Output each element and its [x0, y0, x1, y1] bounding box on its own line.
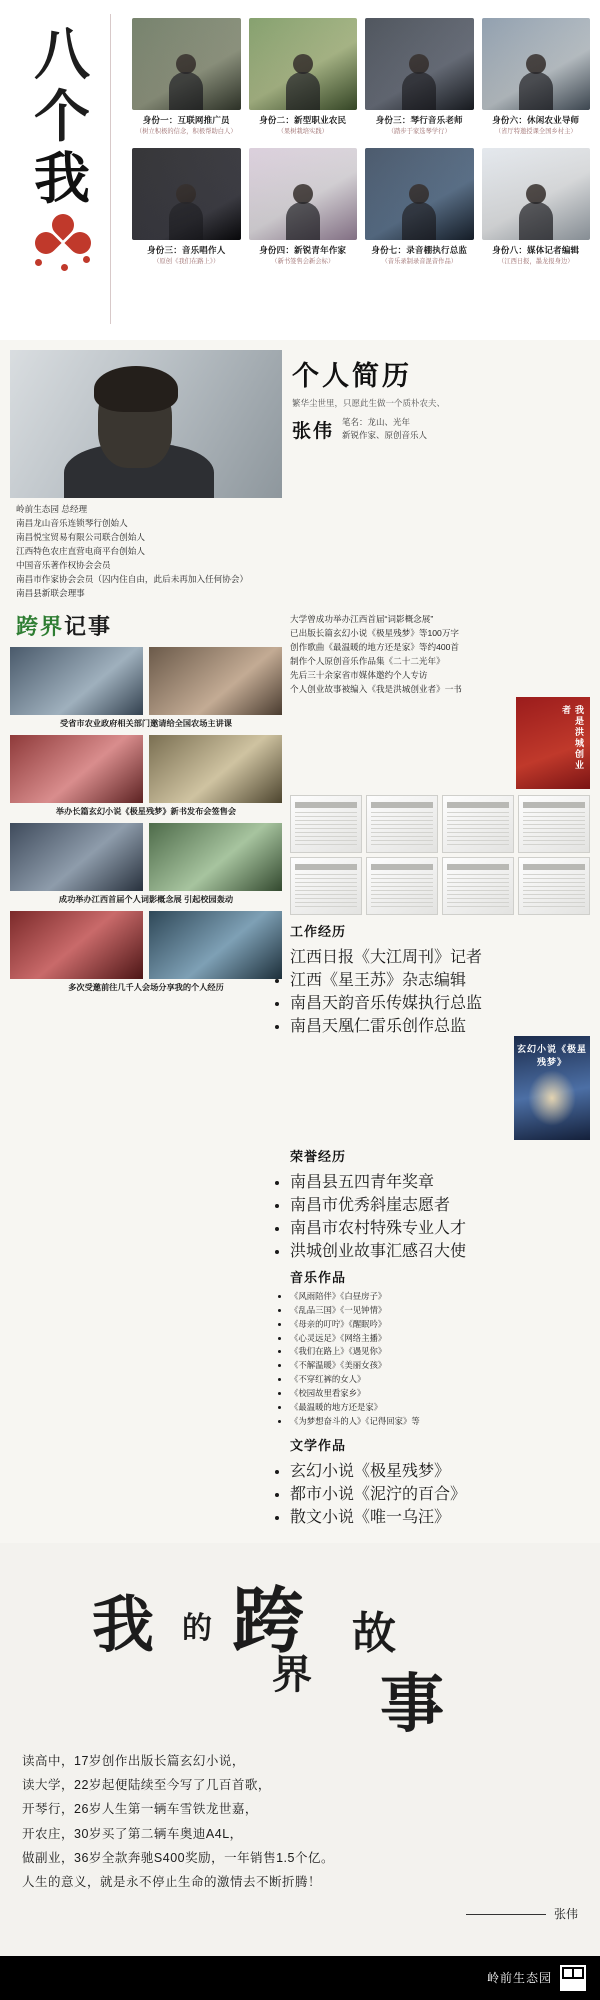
literature-list: [290, 1458, 590, 1527]
list-item: 南昌县新联会理事: [16, 587, 85, 598]
resume-credentials-list: [10, 503, 590, 600]
list-item: • 《最温暖的地方还是家》: [290, 1401, 590, 1415]
identity-sublabel: （省厅特邀授课全国乡村主）: [494, 128, 577, 135]
crossover-title: [16, 610, 282, 641]
pen-role-line: 新锐作家、原创音乐人: [342, 430, 428, 441]
list-item: • 南昌市优秀斜崖志愿者: [290, 1192, 590, 1215]
identity-sublabel: （果树栽培实践）: [277, 128, 328, 135]
story-signature: [22, 1905, 578, 1922]
list-item: • 《我们在路上》《遇见你》: [290, 1345, 590, 1359]
list-item: • 洪城创业故事汇感召大使: [290, 1238, 590, 1261]
story-title-char-de: 的: [182, 1610, 212, 1646]
story-line: 读大学，22岁起便陆续至今写了几百首歌，: [22, 1777, 271, 1792]
press-clipping: [518, 857, 590, 915]
footer-bar: [0, 1956, 600, 2000]
identity-label: 身份一：互联网推广员: [142, 115, 230, 125]
press-clipping: [366, 795, 438, 853]
list-item: 个人创业故事被编入《我是洪城创业者》一书: [290, 684, 462, 695]
page-title: [20, 24, 106, 276]
identities-section: [0, 0, 600, 340]
identity-sublabel: （踏步于家选琴学行）: [387, 128, 451, 135]
list-item: • 《乱品三国》《一见钟情》: [290, 1304, 590, 1318]
press-clippings-grid: [290, 795, 590, 915]
honor-heading: 荣誉经历: [290, 1149, 347, 1165]
list-item: • 散文小说《唯一乌汪》: [290, 1504, 590, 1527]
music-list: [290, 1290, 590, 1429]
title-char-3: 我: [34, 146, 92, 212]
identity-photo: [132, 18, 241, 110]
event-photo: [149, 823, 282, 891]
identity-sublabel: （新书签售会新会标）: [271, 258, 335, 266]
identity-card: [482, 18, 591, 136]
list-item: 中国音乐著作权协会会员: [16, 559, 111, 570]
crossover-title-dark: 记事: [64, 614, 113, 641]
list-item: • 《不穿红裤的女人》: [290, 1373, 590, 1387]
identity-card: [365, 18, 474, 136]
identity-card: [249, 18, 358, 136]
list-item: • 南昌天凰仁雷乐创作总监: [290, 1013, 590, 1036]
identity-photo: [365, 148, 474, 240]
identity-label: 身份四：新锐青年作家: [259, 245, 347, 256]
list-item: • 《母亲的叮咛》《醒眠吟》: [290, 1318, 590, 1332]
identity-card: [365, 148, 474, 266]
person-name: 张伟: [292, 419, 335, 442]
story-title-char-wo: 我: [92, 1587, 155, 1661]
honor-list: [290, 1169, 590, 1261]
list-item: • 南昌市农村特殊专业人才: [290, 1215, 590, 1238]
identity-card: [132, 148, 241, 266]
identity-sublabel: （江西日报，墨龙报身边）: [497, 258, 574, 266]
press-clipping: [366, 857, 438, 915]
identity-photo: [482, 18, 591, 110]
press-clipping: [290, 857, 362, 915]
book-title: 玄幻小说《极星残梦》: [516, 1043, 587, 1067]
list-item: • 《校园故里看家乡》: [290, 1387, 590, 1401]
pen-name-line: 笔名：龙山、光年: [342, 416, 411, 427]
signature-name: 张伟: [553, 1906, 578, 1921]
identity-sublabel: （音乐录制录音混音作品）: [381, 258, 458, 266]
identity-sublabel: （原创《我们在路上》）: [153, 258, 220, 266]
story-title-char-jie: 界: [272, 1650, 312, 1698]
identity-photo: [482, 148, 591, 240]
event-photo: [149, 647, 282, 715]
press-clipping: [290, 795, 362, 853]
identity-card: [482, 148, 591, 266]
photo-caption: 成功举办江西首届个人词影概念展 引起校园轰动: [58, 895, 234, 905]
event-photo: [149, 735, 282, 803]
list-item: • 《心灵远足》《网络主播》: [290, 1332, 590, 1346]
list-item: • 《不解温暖》《美丽女孩》: [290, 1359, 590, 1373]
identity-photo: [132, 148, 241, 240]
book-cover-novel: [514, 1036, 590, 1140]
list-item: 江西特色农庄直营电商平台创始人: [16, 545, 145, 556]
list-item: 制作个人原创音乐作品集《二十二光年》: [290, 656, 445, 667]
identity-label: 身份三：音乐唱作人: [147, 245, 226, 256]
identity-label: 身份三：琴行音乐老师: [375, 115, 463, 125]
story-title-char-shi: 事: [380, 1666, 444, 1742]
story-line: 开农庄，30岁买了第二辆车奥迪A4L，: [22, 1826, 243, 1841]
list-item: • 江西日报《大江周刊》记者: [290, 944, 590, 967]
story-line: 人生的意义，就是永不停止生命的激情去不断折腾！: [22, 1875, 322, 1890]
identity-photo: [365, 18, 474, 110]
story-title-char-gu: 故: [352, 1607, 396, 1659]
photo-caption: 多次受邀前往几千人会场分享我的个人经历: [68, 983, 224, 993]
story-body: [22, 1749, 578, 1895]
literature-heading: 文学作品: [290, 1438, 347, 1454]
story-title: [22, 1557, 578, 1747]
portrait-photo: [10, 350, 282, 498]
photo-caption: 举办长篇玄幻小说《极星残梦》新书发布会签售会: [55, 807, 237, 817]
identity-label: 身份七：录音棚执行总监: [371, 245, 468, 256]
list-item: • 玄幻小说《极星残梦》: [290, 1458, 590, 1481]
list-item: • 《风雨陪伴》《白昼房子》: [290, 1290, 590, 1304]
plum-blossom-icon: [31, 214, 95, 276]
list-item: 先后三十余家省市媒体邀约个人专访: [290, 670, 428, 681]
music-heading: 音乐作品: [290, 1270, 347, 1286]
list-item: 创作歌曲《最温暖的地方还是家》等约400首: [290, 642, 460, 653]
list-item: 南昌龙山音乐连锁琴行创始人: [16, 517, 128, 528]
crossover-title-green: 跨界: [16, 614, 65, 641]
list-item: • 江西《星王苏》杂志编辑: [290, 967, 590, 990]
event-photo: [10, 647, 143, 715]
press-clipping: [518, 795, 590, 853]
resume-section: [0, 340, 600, 1543]
press-clipping: [442, 795, 514, 853]
event-photo: [10, 823, 143, 891]
list-item: • 南昌天韵音乐传媒执行总监: [290, 990, 590, 1013]
press-clipping: [442, 857, 514, 915]
resume-title: 个人简历: [292, 361, 412, 392]
book-cover-red: 我是洪城创业者: [516, 697, 590, 789]
identity-label: 身份二：新型职业农民: [259, 115, 347, 125]
event-photo: [10, 735, 143, 803]
story-section: [0, 1543, 600, 1956]
story-line: 读高中，17岁创作出版长篇玄幻小说，: [22, 1753, 245, 1768]
identity-grid: [132, 18, 590, 266]
identity-sublabel: （树立积极的信念，积极帮助白人）: [135, 128, 237, 135]
title-char-2: 个: [34, 84, 92, 150]
list-item: • 都市小说《泥泞的百合》: [290, 1481, 590, 1504]
identity-label: 身份六：休闲农业导师: [492, 115, 580, 125]
identity-photo: [249, 18, 358, 110]
qr-code-icon[interactable]: [560, 1965, 586, 1991]
story-line: 做副业，36岁全款奔驰S400奖励，一年销售1.5个亿。: [22, 1851, 334, 1866]
identity-card: [132, 18, 241, 136]
list-item: • 南昌县五四青年奖章: [290, 1169, 590, 1192]
work-heading: 工作经历: [290, 924, 347, 940]
work-list: [290, 944, 590, 1036]
identity-label: 身份八：媒体记者编辑: [492, 245, 580, 256]
event-photo: [10, 911, 143, 979]
title-char-1: 八: [34, 22, 92, 88]
identity-photo: [249, 148, 358, 240]
list-item: 岭前生态园 总经理: [16, 504, 88, 514]
resume-achievements-list: [290, 613, 590, 697]
photo-caption: 受省市农业政府相关部门邀请给全国农场主讲课: [60, 719, 232, 729]
event-photo: [149, 911, 282, 979]
story-line: 开琴行，26岁人生第一辆车雪铁龙世嘉，: [22, 1802, 258, 1817]
identity-card: [249, 148, 358, 266]
crossover-photos: [10, 608, 282, 1526]
list-item: 南昌悦宝贸易有限公司联合创始人: [16, 531, 145, 542]
list-item: 南昌市作家协会会员（囚内住自由，此后未再加入任何协会）: [16, 573, 249, 584]
signature-rule: [466, 1914, 546, 1915]
resume-quote: 繁华尘世里，只愿此生做一个质朴农夫、: [292, 398, 446, 408]
story-title-char-kua: 跨: [232, 1577, 305, 1663]
list-item: • 《为梦想奋斗的人》《记得回家》等: [290, 1415, 590, 1429]
list-item: 大学曾成功举办江西首届“词影概念展”: [290, 614, 434, 625]
brand-name: 岭前生态园: [486, 1971, 552, 1986]
list-item: 已出版长篇玄幻小说《极星残梦》等100万字: [290, 628, 460, 639]
